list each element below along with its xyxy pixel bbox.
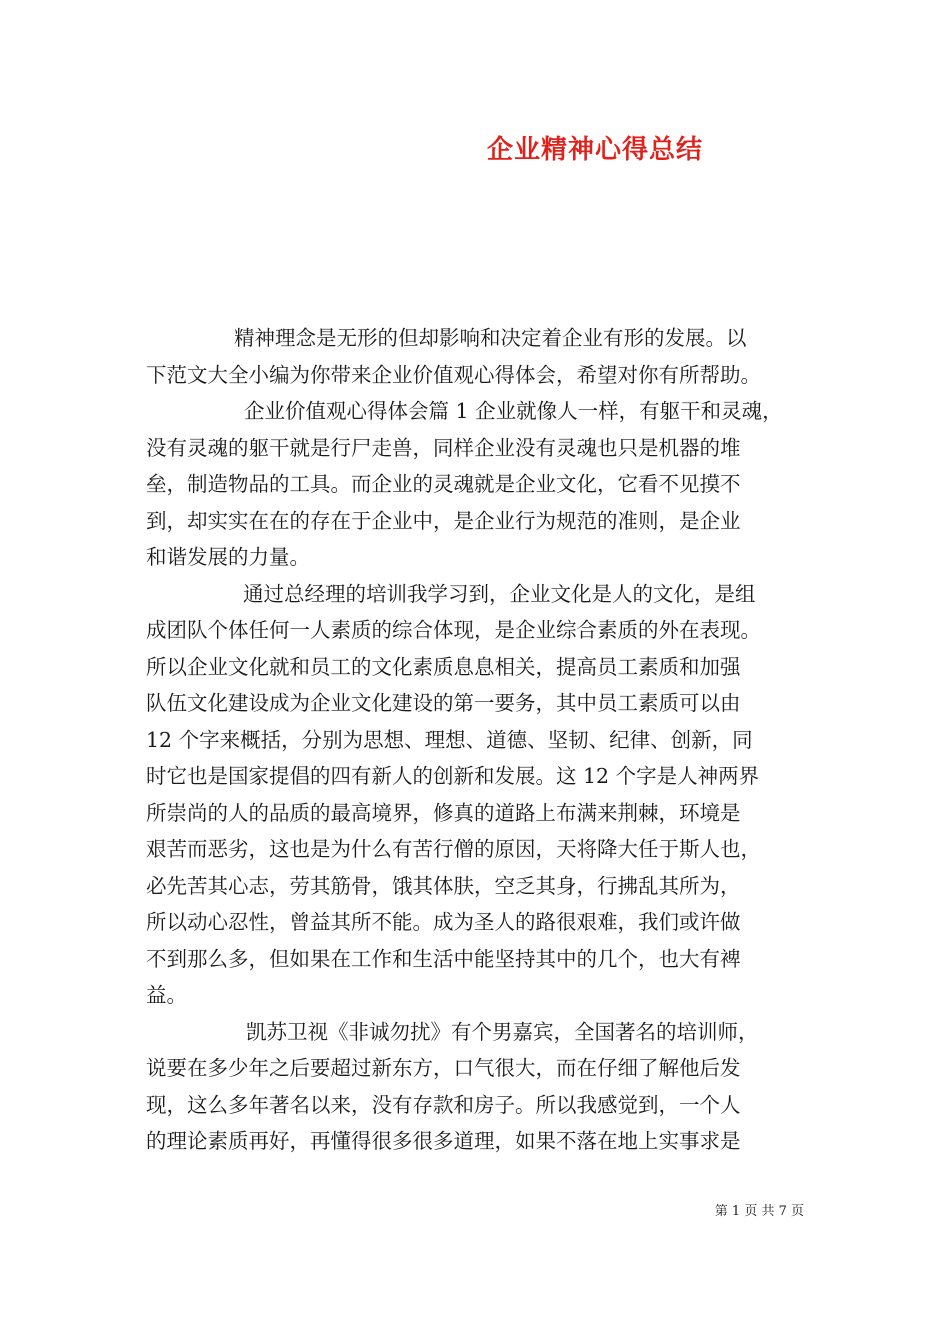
text-line: 益。 (146, 983, 187, 1007)
text-line: 通过总经理的培训我学习到，企业文化是人的文化，是组 (243, 581, 756, 606)
text-line: 和谐发展的力量。 (146, 545, 310, 569)
text-line: 的理论素质再好，再懂得很多很多道理，如果不落在地上实事求是 (146, 1129, 741, 1153)
text-line: 精神理念是无形的但却影响和决定着企业有形的发展。以 (234, 326, 747, 350)
text-line: 队伍文化建设成为企业文化建设的第一要务，其中员工素质可以由 (146, 691, 741, 715)
text-line: 时它也是国家提倡的四有新人的创新和发展。这 12 个字是人神两界 (146, 764, 760, 788)
text-line: 下范文大全小编为你带来企业价值观心得体会，希望对你有所帮助。 (146, 362, 761, 387)
paragraph (146, 393, 806, 576)
text-line: 必先苦其心志，劳其筋骨，饿其体肤，空乏其身，行拂乱其所为， (146, 873, 741, 898)
text-line: 所崇尚的人的品质的最高境界，修真的道路上布满来荆棘，环境是 (146, 800, 741, 825)
text-line: 企业价值观心得体会篇 1 企业就像人一样，有躯干和灵魂， (244, 399, 783, 423)
page-number: 第 1 页 共 7 页 (714, 1204, 804, 1219)
document-body (146, 320, 806, 1160)
text-line: 没有灵魂的躯干就是行尸走兽，同样企业没有灵魂也只是机器的堆 (146, 435, 741, 460)
paragraph (146, 1014, 806, 1160)
text-line: 现，这么多年著名以来，没有存款和房子。所以我感觉到，一个人 (146, 1092, 741, 1117)
text-line: 所以企业文化就和员工的文化素质息息相关，提高员工素质和加强 (146, 654, 741, 679)
text-line: 垒，制造物品的工具。而企业的灵魂就是企业文化，它看不见摸不 (146, 472, 741, 496)
text-line: 到，却实实在在的存在于企业中，是企业行为规范的准则，是企业 (146, 508, 741, 533)
paragraph (146, 576, 806, 1014)
text-line: 成团队个体任何一人素质的综合体现，是企业综合素质的外在表现。 (146, 618, 761, 642)
text-line: 12 个字来概括，分别为思想、理想、道德、坚韧、纪律、创新，同 (146, 727, 753, 752)
text-line: 不到那么多，但如果在工作和生活中能坚持其中的几个，也大有裨 (146, 946, 741, 971)
text-line: 说要在多少年之后要超过新东方，口气很大，而在仔细了解他后发 (146, 1056, 741, 1080)
document-title: 企业精神心得总结 (487, 135, 704, 165)
text-line: 凯苏卫视《非诚勿扰》有个男嘉宾，全国著名的培训师， (246, 1019, 759, 1044)
paragraph (146, 320, 806, 393)
text-line: 艰苦而恶劣，这也是为什么有苦行僧的原因，天将降大任于斯人也， (146, 837, 761, 861)
text-line: 所以动心忍性，曾益其所不能。成为圣人的路很艰难，我们或许做 (146, 910, 741, 934)
